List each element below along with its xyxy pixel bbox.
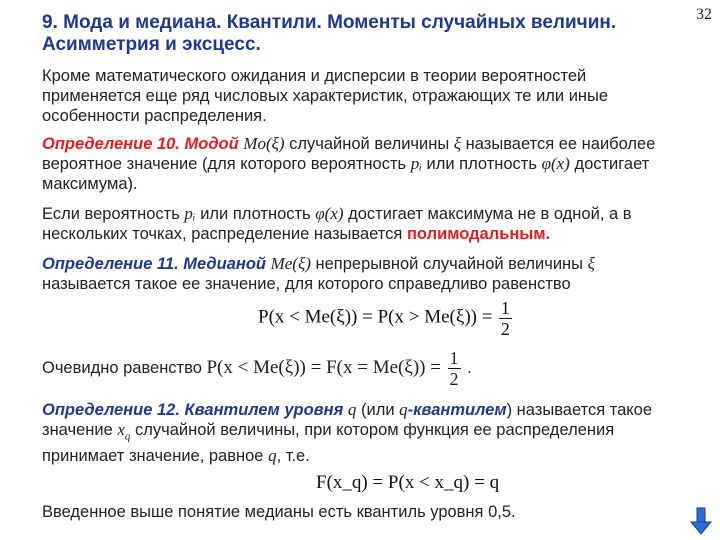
def10-text1: случайной величины xyxy=(289,135,450,153)
def12-text2: случайной величины, при котором функция ее распределения принимает значение, равное xyxy=(42,421,615,466)
def10-symbol: Mo(ξ) xyxy=(243,134,285,153)
obvious-equality xyxy=(42,348,682,389)
def12-term2: -квантилем xyxy=(407,401,507,419)
obvious-formula-left: P(x < Me(ξ)) = F(x = Me(ξ)) = xyxy=(206,356,441,378)
def12-term: Квантилем уровня xyxy=(184,401,344,419)
poly-pi: pᵢ xyxy=(184,204,196,223)
median-formula xyxy=(258,298,514,339)
def10-text3: или плотность xyxy=(426,155,537,173)
def10-phi: φ(x) xyxy=(541,154,570,173)
poly-text1: Если вероятность xyxy=(42,205,180,223)
quantile-formula: F(x_q) = P(x < x_q) = q xyxy=(316,472,500,493)
def12-text3: , т.е. xyxy=(276,447,310,466)
poly-phi: φ(x) xyxy=(315,204,344,223)
def12-paren-open: (или xyxy=(360,401,395,419)
def11-xi: ξ xyxy=(587,254,595,273)
median-frac-num: 1 xyxy=(500,298,510,318)
def10-term: Модой xyxy=(184,135,239,153)
page-number: 32 xyxy=(696,6,712,23)
def12-q: q xyxy=(347,400,357,419)
arrow-down-icon[interactable] xyxy=(690,506,712,536)
obvious-fraction xyxy=(448,348,461,389)
obvious-frac-num: 1 xyxy=(449,348,459,368)
def12-paren-close: ) xyxy=(506,401,513,419)
def10-label: Определение 10. xyxy=(42,135,180,153)
median-formula-left: P(x < Me(ξ)) = P(x > Me(ξ)) = xyxy=(258,306,493,328)
obvious-text: Очевидно равенство xyxy=(42,358,202,377)
def10-xi: ξ xyxy=(453,134,462,153)
def12-q2: q xyxy=(399,400,408,419)
def10-text2: называется ее наиболее вероятное значение (для которого вероятность xyxy=(42,135,656,173)
polymodal-paragraph xyxy=(42,204,682,244)
def11-symbol: Me(ξ) xyxy=(270,254,311,273)
median-fraction xyxy=(499,298,512,339)
def12-label: Определение 12. xyxy=(42,401,180,419)
definition-11 xyxy=(42,254,682,294)
obvious-end: . xyxy=(467,358,472,377)
obvious-frac-den: 2 xyxy=(449,369,459,389)
def10-pi: pᵢ xyxy=(410,154,422,173)
def12-text1: называется такое значение xyxy=(42,401,653,439)
closing-sentence: Введенное выше понятие медианы есть квантиль уровня 0,5. xyxy=(42,503,516,521)
slide-title: 9. Мода и медиана. Квантили. Моменты случайных величин. Асимметрия и эксцесс. xyxy=(42,12,617,55)
def12-xq: $x_q$ xyxy=(117,420,131,443)
median-frac-den: 2 xyxy=(500,319,510,339)
definition-12 xyxy=(42,400,682,466)
intro-paragraph: Кроме математического ожидания и дисперсии в теории вероятностей применяется еще ряд числовых характеристик, отражающих те или иные особенности распределения. xyxy=(42,67,609,125)
poly-text2: или плотность xyxy=(200,205,311,223)
poly-text3: достигает максимума не в одной, а в нескольких точках, распределение называется xyxy=(42,205,632,243)
def11-text1: непрерывной случайной величины xyxy=(315,255,584,273)
def11-label: Определение 11. xyxy=(42,255,179,273)
poly-term: полимодальным. xyxy=(406,225,551,243)
definition-10 xyxy=(42,134,682,194)
def11-term: Медианой xyxy=(183,255,266,273)
def12-q3: q xyxy=(268,446,277,466)
def10-text4: достигает максимума). xyxy=(42,155,650,193)
def11-text2: называется такое ее значение, для которого справедливо равенство xyxy=(42,275,571,293)
